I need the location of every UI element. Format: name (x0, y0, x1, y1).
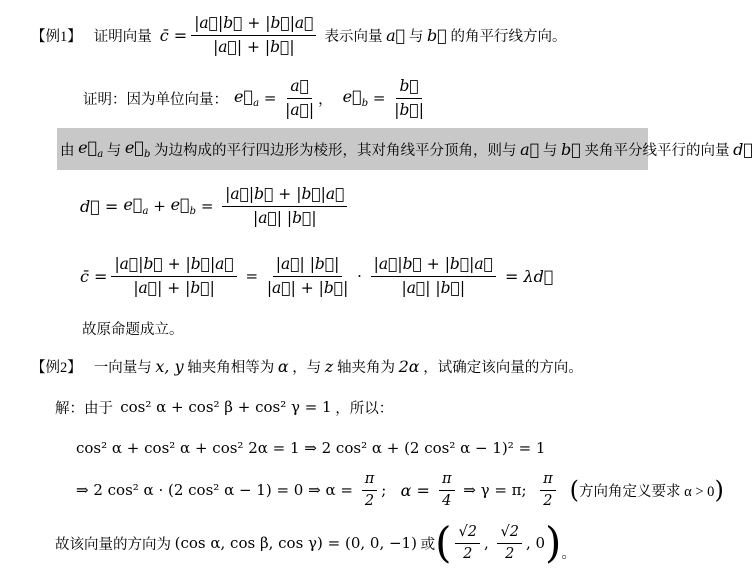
final-prefix: 故该向量的方向为 (55, 536, 175, 553)
main-fraction (191, 13, 316, 56)
sqrt2-over-2-fraction (497, 523, 521, 564)
or-word: 或 (416, 536, 436, 553)
unit-vector-eb (125, 138, 150, 160)
note-left-paren: ( (569, 476, 580, 504)
axes-xy: x, y (155, 356, 184, 376)
unit-vector-eb (343, 87, 368, 109)
subscript-b: b (144, 149, 151, 161)
derivation-line-2 (76, 466, 724, 514)
solution-suffix: ，所以： (331, 400, 394, 417)
e-vector-glyph: e⃗ (170, 194, 190, 214)
d-fraction-numerator: |a⃗|b⃗ + |b⃗|a⃗ (222, 184, 347, 206)
e-vector-glyph: e⃗ (342, 86, 362, 106)
vector-d: d⃗ (733, 139, 753, 159)
alpha-equals: α = (400, 480, 435, 500)
statement-part-2: 轴夹角相等为 (183, 359, 278, 376)
equals-sign: = (259, 89, 282, 107)
unit-vector-eb (171, 195, 196, 217)
tuple-comma: , (483, 534, 494, 552)
equals-sign: = (368, 89, 391, 107)
subscript-b: b (189, 206, 197, 218)
chain-fraction-2-numerator: |a⃗| |b⃗| (273, 254, 343, 276)
main-fraction-numerator: |a⃗|b⃗ + |b⃗|a⃗ (191, 13, 316, 35)
example2-label: 【例2】 (31, 359, 82, 376)
and-word: 与 (539, 142, 562, 159)
pi-over-4-fraction (439, 470, 455, 511)
unit-fraction-b-denominator: |b⃗| (394, 100, 424, 119)
chain-fraction-3-numerator: |a⃗|b⃗ + |b⃗|a⃗ (371, 254, 496, 276)
unit-fraction-b (394, 76, 424, 119)
example2-title-line (31, 352, 583, 380)
and-word: 与 (103, 142, 125, 159)
subscript-a: a (97, 149, 104, 161)
sqrt2-over-2-fraction (455, 523, 479, 564)
direction-tuple: (cos α, cos β, cos γ) = (0, 0, −1) (174, 534, 417, 552)
highlight-middle: 为边构成的平行四边形为棱形，其对角线平分顶角，则与 (150, 142, 521, 159)
tuple-zero: , 0 (525, 534, 546, 552)
lambda-d-rhs: = λd⃗ (499, 266, 554, 286)
four-denominator: 4 (442, 492, 452, 509)
pi-numerator: π (540, 470, 556, 491)
statement-part-1: 一向量与 (93, 359, 156, 376)
chain-fraction-1 (111, 254, 236, 297)
example1-title-line (31, 6, 566, 64)
unit-fraction-a-numerator: a⃗ (287, 76, 312, 98)
unit-fraction-a (285, 76, 314, 119)
conclusion-text: 故原命题成立。 (82, 321, 184, 338)
two-alpha-symbol: 2α (398, 356, 420, 376)
equals-sign: = (240, 267, 263, 285)
highlight-tail: 夹角平分线平行的向量 (580, 142, 734, 159)
sqrt2-numerator: √2 (455, 523, 479, 544)
multiplication-dot: · (352, 267, 367, 285)
vector-a: a⃗ (386, 25, 406, 45)
tuple-left-paren: ( (435, 518, 452, 568)
vector-c-lhs: c̄ = (80, 266, 108, 286)
d-vector-formula-line (80, 174, 351, 238)
and-word: 与 (405, 28, 427, 45)
solution-prefix: 解：由于 (55, 400, 121, 417)
subscript-a: a (253, 98, 260, 110)
e-vector-glyph: e⃗ (234, 86, 254, 106)
title-tail-1: 表示向量 (324, 28, 387, 45)
cosine-identity: cos² α + cos² β + cos² γ = 1 (120, 398, 332, 416)
example1-conclusion-line (82, 318, 184, 338)
pi-over-2-fraction (540, 470, 556, 511)
unit-vector-ea (123, 195, 148, 217)
derivation-equation-2: ⇒ 2 cos² α · (2 cos² α − 1) = 0 ⇒ α = (76, 481, 358, 499)
vector-b: b⃗ (561, 139, 581, 159)
pi-over-2-fraction (362, 470, 378, 511)
statement-part-3: ，与 (288, 359, 325, 376)
gamma-result: ⇒ γ = π; (458, 481, 537, 499)
subscript-a: a (142, 206, 149, 218)
chain-fraction-3 (371, 254, 496, 297)
e-vector-glyph: e⃗ (78, 137, 98, 157)
chain-fraction-1-numerator: |a⃗|b⃗ + |b⃗|a⃗ (111, 254, 236, 276)
vector-a: a⃗ (520, 139, 540, 159)
unit-vector-ea (78, 138, 103, 160)
vector-c-lhs: c̄ = (159, 25, 188, 45)
unit-fraction-a-denominator: |a⃗| (285, 100, 315, 119)
e-vector-glyph: e⃗ (123, 194, 143, 214)
chain-fraction-2 (267, 254, 349, 297)
highlighted-note-line (57, 128, 753, 170)
pi-numerator: π (362, 470, 378, 491)
main-fraction-denominator: |a⃗| + |b⃗| (213, 37, 295, 56)
vector-b: b⃗ (426, 25, 447, 45)
d-vector-lhs: d⃗ = (80, 196, 124, 216)
pi-numerator: π (439, 470, 455, 491)
highlight-start: 由 (60, 142, 79, 159)
plus-sign: + (148, 197, 171, 215)
semicolon: ; (381, 481, 401, 499)
derivation-line-1 (76, 430, 545, 466)
two-denominator: 2 (364, 492, 375, 509)
statement-part-4: 轴夹角为 (333, 359, 399, 376)
solution-intro-line (55, 393, 393, 421)
chain-fraction-3-denominator: |a⃗| |b⃗| (401, 278, 466, 297)
two-denominator: 2 (543, 492, 553, 509)
two-denominator: 2 (505, 545, 515, 562)
unit-fraction-b-numerator: b⃗ (396, 76, 421, 98)
proof-intro-line (83, 70, 428, 126)
final-period: 。 (561, 546, 576, 562)
tuple-right-paren: ) (545, 518, 562, 568)
equals-sign: = (196, 197, 219, 215)
separator-comma: ， (318, 91, 333, 108)
e-vector-glyph: e⃗ (124, 137, 144, 157)
note-right-paren: ) (714, 476, 724, 504)
d-fraction-denominator: |a⃗| |b⃗| (253, 208, 317, 227)
axis-z: z (324, 356, 334, 376)
d-fraction (222, 184, 347, 227)
subscript-b: b (361, 98, 369, 110)
sqrt2-numerator: √2 (497, 523, 521, 544)
example1-label: 【例1】 (31, 28, 82, 45)
note-text: 方向角定义要求 α > 0 (579, 483, 715, 500)
proof-intro-text: 证明：因为单位向量： (83, 91, 228, 108)
derivation-equation-1: cos² α + cos² α + cos² 2α = 1 ⇒ 2 cos² α + (2 cos² α − 1)² = 1 (76, 439, 546, 457)
alpha-symbol: α (277, 356, 289, 376)
unit-vector-ea (234, 87, 259, 109)
final-answer-line (55, 514, 576, 572)
title-tail-2: 的角平行线方向。 (446, 28, 567, 45)
two-denominator: 2 (463, 545, 473, 562)
chain-fraction-2-denominator: |a⃗| + |b⃗| (266, 278, 349, 297)
c-vector-chain-line (80, 244, 553, 308)
statement-part-5: ，试确定该向量的方向。 (419, 359, 583, 376)
example1-title-intro: 证明向量 (93, 28, 152, 45)
chain-fraction-1-denominator: |a⃗| + |b⃗| (133, 278, 215, 297)
